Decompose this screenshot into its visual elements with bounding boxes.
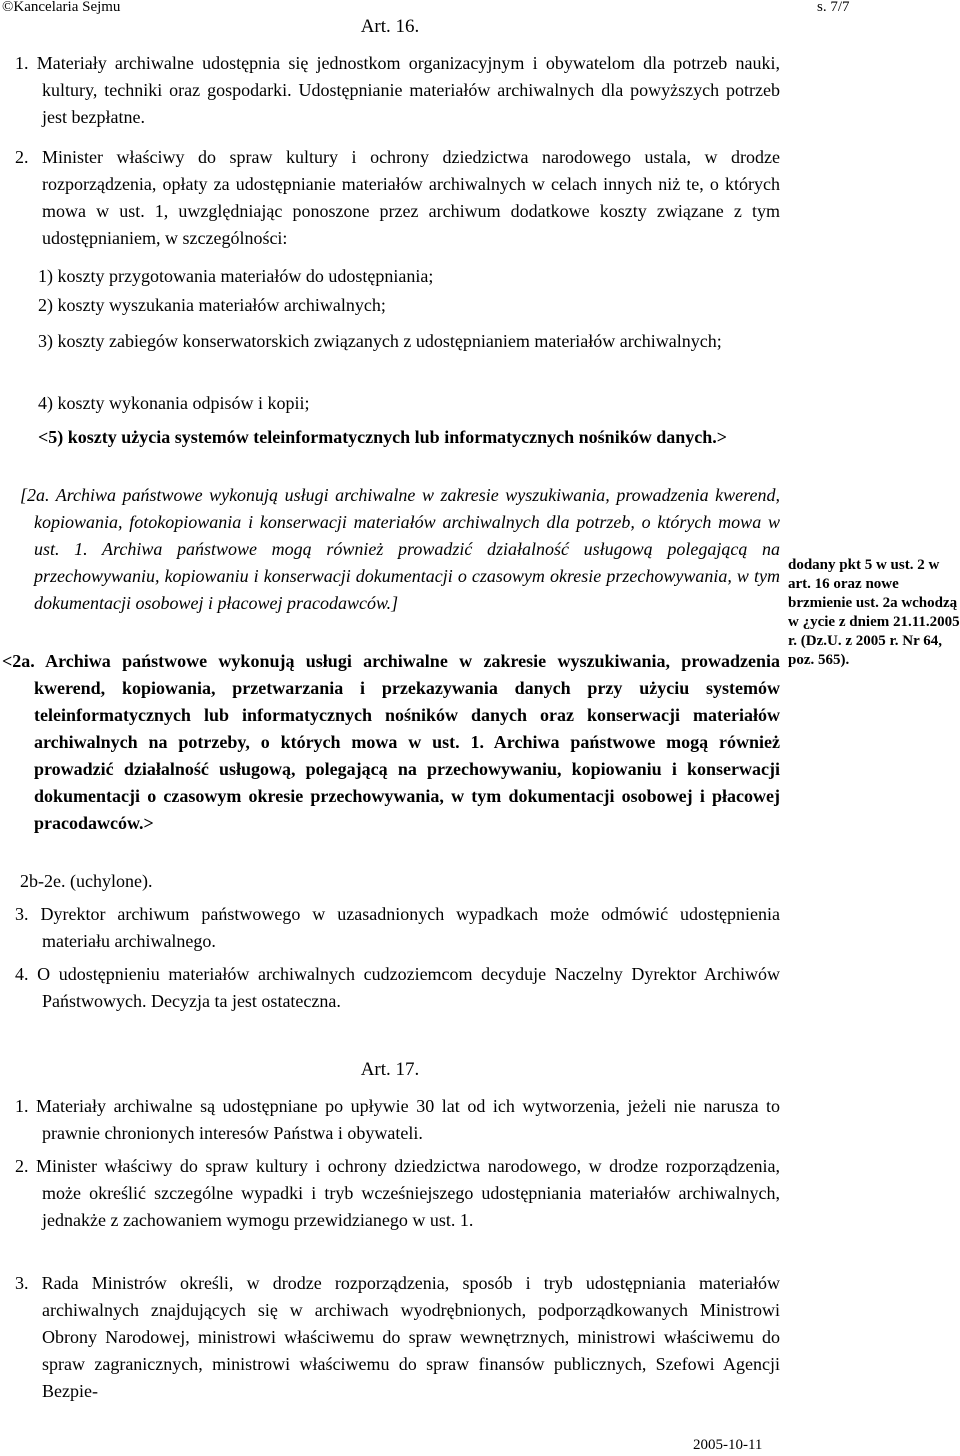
footer-date: 2005-10-11 — [693, 1437, 763, 1453]
article-16-paragraph-3: 3. Dyrektor archiwum państwowego w uzasadnionych wypadkach może odmówić udostępnienia materiału archiwalnego. — [15, 904, 780, 951]
header-source: ©Kancelaria Sejmu — [2, 0, 121, 15]
article-17-title: Art. 17. — [360, 1059, 420, 1080]
article-16-items-3 — [0, 328, 780, 355]
list-item: 2) koszty wyszukania materiałów archiwalnych; — [38, 295, 386, 315]
article-17-section-1 — [0, 1093, 780, 1147]
article-16-items-2 — [0, 292, 780, 319]
article-16-section-1 — [0, 50, 780, 131]
article-16-paragraph-2: 2. Minister właściwy do spraw kultury i ochrony dziedzictwa narodowego ustala, w drodze rozporządzenia, opłaty za udostępnianie materiałów archiwalnych w celach innych niż te, o których mowa w ust. 1, uwzględniając ponoszone przez archiwum dodatkowe koszty związane z tym udostępnianiem, w szczególności: — [15, 147, 780, 248]
page-number: s. 7/7 — [817, 0, 850, 15]
list-item: 4) koszty wykonania odpisów i kopii; — [38, 393, 310, 413]
article-16-paragraph-2a-old — [0, 482, 780, 617]
article-17-paragraph-3: 3. Rada Ministrów określi, w drodze rozporządzenia, sposób i tryb udostępniania materiałów archiwalnych znajdujących się w archiwach wyodrębnionych, podporządkowanych Ministrowi Obrony Narodowej, ministrowi właściwemu do spraw wewnętrznych, ministrowi właściwemu do spraw zagranicznych, ministrowi właściwemu do spraw finansów publicznych, Szefowi Agencji Bezpie- — [15, 1273, 780, 1401]
article-16-paragraph-2b — [0, 868, 780, 895]
article-16-section-3 — [0, 901, 780, 955]
list-item: 3) koszty zabiegów konserwatorskich związanych z udostępnianiem materiałów archiwalnych; — [38, 331, 722, 351]
list-item: 1) koszty przygotowania materiałów do udostępniania; — [38, 266, 434, 286]
article-16-section-4 — [0, 961, 780, 1015]
article-16-items-5 — [0, 424, 780, 451]
article-16-title: Art. 16. — [360, 16, 420, 37]
article-16-paragraph-4: 4. O udostępnieniu materiałów archiwalnych cudzoziemcom decyduje Naczelny Dyrektor Archiwów Państwowych. Decyzja ta jest ostateczna. — [15, 964, 780, 1011]
paragraph-2a-new-text: <2a. Archiwa państwowe wykonują usługi archiwalne w zakresie wyszukiwania, prowadzenia kwerend, kopiowania, przetwarzania i przekazywania danych przy użyciu systemów teleinformatycznych lub informatycznych nośników danych oraz konserwacji materiałów archiwalnych na potrzeby, o których mowa w ust. 1. Archiwa państwowe mogą również prowadzić działalność usługową, polegającą na przechowywaniu, kopiowaniu i konserwacji dokumentacji o czasowym okresie przechowywania, w tym dokumentacji osobowej i płacowej pracodawców.> — [2, 651, 780, 833]
list-item-amended: <5) koszty użycia systemów teleinformatycznych lub informatycznych nośników danych.> — [38, 427, 727, 447]
paragraph-2b-text: 2b-2e. (uchylone). — [20, 871, 153, 891]
article-16-paragraph-2a-new — [0, 648, 780, 837]
article-16-items — [0, 263, 780, 290]
paragraph-2a-repealed-text: [2a. Archiwa państwowe wykonują usługi archiwalne w zakresie wyszukiwania, prowadzenia kwerend, kopiowania, fotokopiowania i konserwacji materiałów archiwalnych dla potrzeb, o których mowa w ust. 1. Archiwa państwowe mogą również prowadzić działalność usługową polegającą na przechowywaniu, kopiowaniu i konserwacji dokumentacji o czasowym okresie przechowywania, w tym dokumentacji osobowej i płacowej pracodawców.] — [20, 485, 780, 613]
article-17-section-2 — [0, 1153, 780, 1234]
article-17-section-3 — [0, 1270, 780, 1405]
article-16-section-2 — [0, 144, 780, 252]
article-16-items-4 — [0, 390, 780, 417]
article-17-paragraph-2: 2. Minister właściwy do spraw kultury i ochrony dziedzictwa narodowego, w drodze rozporządzenia, może określić szczególne wypadki i tryb wcześniejszego udostępniania materiałów archiwalnych, jednakże z zachowaniem wymogu przewidzianego w ust. 1. — [15, 1156, 780, 1230]
article-17-paragraph-1: 1. Materiały archiwalne są udostępniane po upływie 30 lat od ich wytworzenia, jeżeli nie narusza to prawnie chronionych interesów Państwa i obywateli. — [15, 1096, 780, 1143]
article-16-paragraph-1: 1. Materiały archiwalne udostępnia się jednostkom organizacyjnym i obywatelom dla potrzeb nauki, kultury, techniki oraz gospodarki. Udostępnianie materiałów archiwalnych dla powyższych potrzeb jest bezpłatne. — [15, 53, 780, 127]
amendment-side-note: dodany pkt 5 w ust. 2 w art. 16 oraz nowe brzmienie ust. 2a wchodzą w ¿ycie z dniem 21.11.2005 r. (Dz.U. z 2005 r. Nr 64, poz. 565). — [788, 557, 960, 668]
